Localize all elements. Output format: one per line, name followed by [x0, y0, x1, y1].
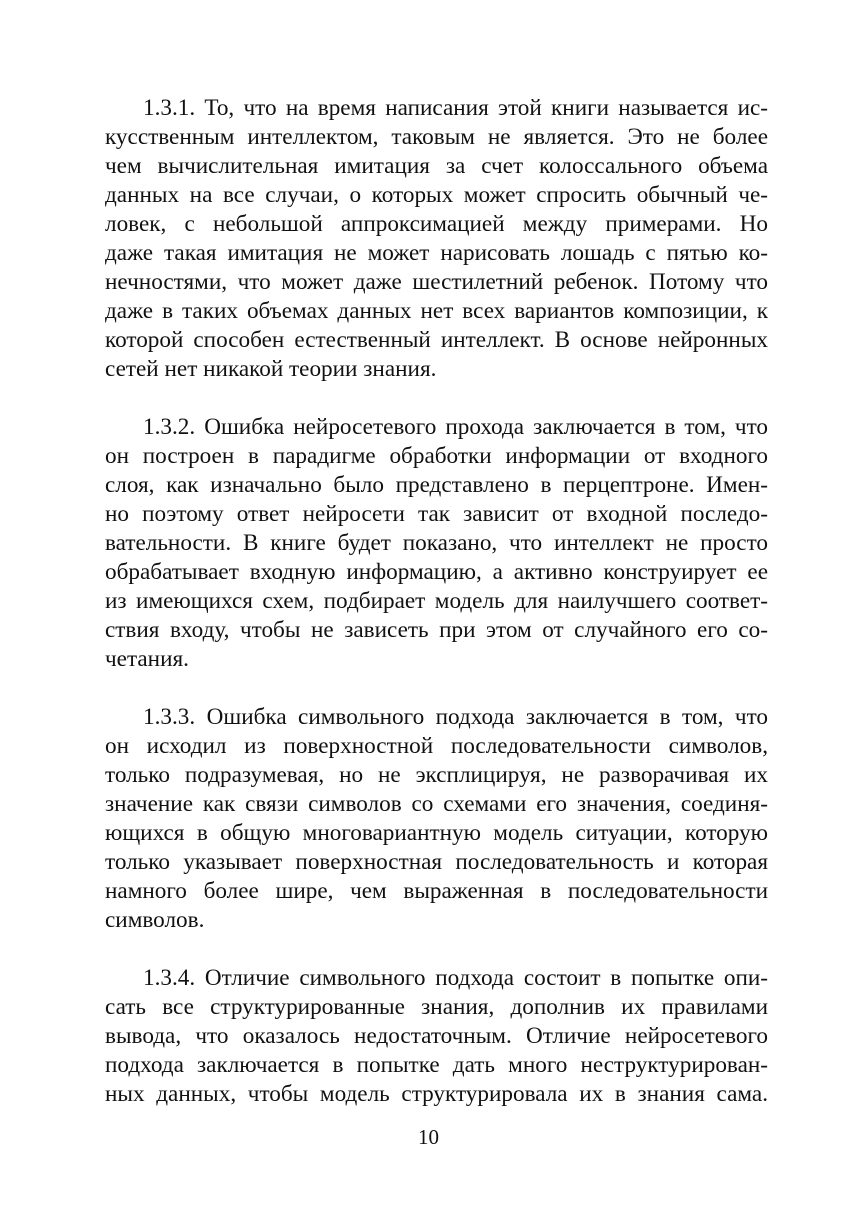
text-line: сетей нет никакой теории знания. [105, 356, 437, 382]
text-line: символов. [105, 907, 205, 933]
text-line: данных на все случаи, о которых может спросить обычный че- [105, 182, 768, 208]
text-line: четания. [105, 646, 189, 672]
text-line: ных данных, чтобы модель структурировала их в знания сама. [105, 1081, 768, 1107]
text-line: вывода, что оказалось недостаточным. Отличие нейросетевого [105, 1023, 768, 1049]
text-line: которой способен естественный интеллект. В основе нейронных [105, 327, 768, 353]
text-line: ствия входу, чтобы не зависеть при этом от случайного его со- [105, 617, 768, 643]
page-number: 10 [418, 1125, 439, 1149]
text-line: кусственным интеллектом, таковым не является. Это не более [105, 124, 768, 150]
text-line: 1.3.4. Отличие символьного подхода состоит в попытке опи- [143, 965, 768, 991]
text-line: из имеющихся схем, подбирает модель для наилучшего соответ- [105, 588, 768, 614]
text-line: слоя, как изначально было представлено в перцептроне. Имен- [105, 472, 768, 498]
text-line: но поэтому ответ нейросети так зависит от входной последо- [105, 501, 768, 527]
paragraph [105, 413, 768, 674]
text-line: сать все структурированные знания, дополнив их правилами [105, 994, 768, 1020]
text-line: он построен в парадигме обработки информации от входного [105, 443, 768, 469]
text-line: даже такая имитация не может нарисовать лошадь с пятью ко- [105, 240, 768, 266]
text-line: чем вычислительная имитация за счет колоссального объема [105, 153, 768, 179]
text-line: нечностями, что может даже шестилетний ребенок. Потому что [105, 269, 768, 295]
text-line: только указывает поверхностная последовательность и которая [105, 849, 768, 875]
body-text [105, 94, 768, 1109]
text-line: даже в таких объемах данных нет всех вариантов композиции, к [105, 298, 768, 324]
text-line: вательности. В книге будет показано, что интеллект не просто [105, 530, 768, 556]
text-line: значение как связи символов со схемами его значения, соединя- [105, 791, 768, 817]
text-line: ловек, с небольшой аппроксимацией между примерами. Но [105, 211, 768, 237]
text-line: только подразумевая, но не эксплицируя, не разворачивая их [105, 762, 768, 788]
text-line: 1.3.3. Ошибка символьного подхода заключается в том, что [143, 704, 768, 730]
text-line: он исходил из поверхностной последовательности символов, [105, 733, 768, 759]
text-line: намного более шире, чем выраженная в последовательности [105, 878, 768, 904]
text-line: ющихся в общую многовариантную модель ситуации, которую [105, 820, 768, 846]
text-line: 1.3.2. Ошибка нейросетевого прохода заключается в том, что [143, 414, 768, 440]
text-line: обрабатывает входную информацию, а активно конструирует ее [105, 559, 768, 585]
paragraph [105, 964, 768, 1109]
paragraph [105, 94, 768, 384]
paragraph [105, 703, 768, 935]
text-line: 1.3.1. То, что на время написания этой книги называется ис- [143, 95, 768, 121]
text-line: подхода заключается в попытке дать много неструктурирован- [105, 1052, 768, 1078]
